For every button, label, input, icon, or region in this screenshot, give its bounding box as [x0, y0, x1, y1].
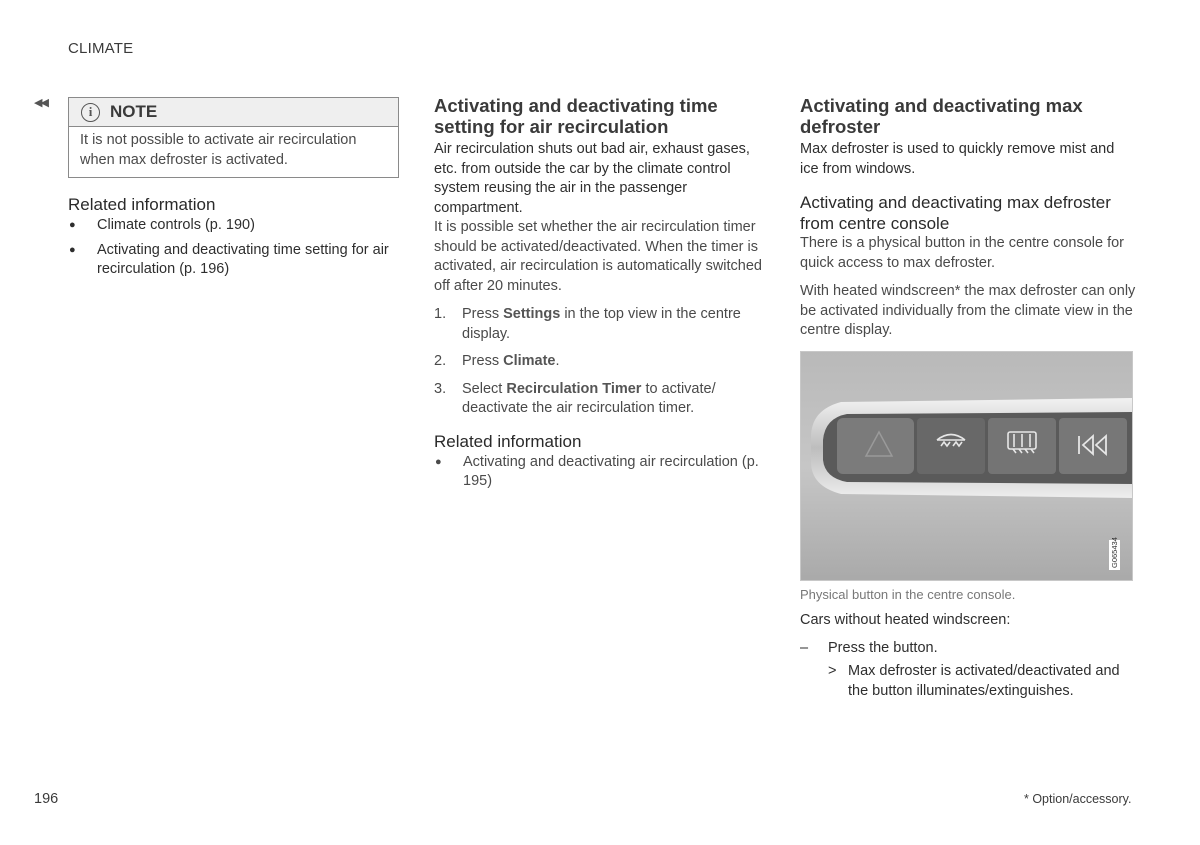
step-text [462, 305, 769, 344]
step-pre: Press [462, 306, 504, 322]
result-text: Max defroster is activated/deactivated and the button illuminates/extinguishes. [848, 663, 1120, 699]
related-info-title: Related information [68, 195, 216, 214]
paragraph: With heated windscreen* the max defroster can only be activated individually from the climate view in the centre display. [800, 283, 1136, 338]
footnote: * Option/accessory. [1024, 792, 1132, 806]
paragraph: There is a physical button in the centre console for quick access to max defroster. [800, 235, 1125, 271]
list-item[interactable] [68, 241, 398, 280]
paragraph: Max defroster is used to quickly remove mist and ice from windows. [800, 141, 1115, 177]
double-left-arrow-icon[interactable]: ◀◀ [34, 97, 47, 109]
action-item [800, 639, 938, 659]
related-link[interactable]: Climate controls (p. 190) [97, 217, 255, 233]
bullet-icon: ● [435, 455, 442, 468]
note-header [69, 98, 398, 127]
related-link[interactable]: Activating and deactivating time setting for air recirculation (p. 196) [97, 241, 389, 277]
paragraph: Cars without heated windscreen: [800, 612, 1011, 628]
ui-term: Recirculation Timer [506, 380, 642, 397]
bullet-icon: ● [69, 219, 76, 231]
note-box [68, 97, 399, 178]
console-illustration [801, 352, 1133, 581]
step-number: 2. [434, 353, 447, 369]
step-number: 3. [434, 380, 447, 397]
step-pre: Select [462, 380, 507, 397]
paragraph: It is possible set whether the air recirculation timer should be activated/deactivated. When the timer is activated, air recirculation is automatically switched off after 20 minutes. [434, 219, 762, 294]
list-item[interactable] [434, 453, 769, 492]
step-post: . [555, 353, 560, 369]
photo-code: G065434 [1110, 537, 1119, 568]
step-item [434, 352, 769, 372]
ui-term: Settings [503, 306, 561, 322]
steps-list [434, 305, 769, 419]
note-text: It is not possible to activate air recirculation when max defroster is activated. [80, 132, 357, 168]
step-text [462, 352, 560, 372]
step-text [462, 380, 769, 419]
note-label: NOTE [110, 102, 158, 121]
ui-term: Climate [503, 353, 556, 369]
page-number: 196 [34, 791, 59, 807]
col3 [800, 96, 1136, 341]
result-item [828, 662, 1128, 701]
related-info-title: Related information [434, 431, 582, 451]
photo-caption: Physical button in the centre console. [800, 587, 1016, 602]
action-text: Press the button. [828, 640, 938, 656]
result-marker: > [828, 663, 837, 679]
related-info-col1 [68, 195, 398, 280]
step-item [434, 305, 769, 344]
bullet-icon: ● [69, 243, 76, 256]
section-heading: Activating and deactivating time setting for air recirculation [434, 95, 718, 137]
console-button-photo [800, 351, 1133, 581]
related-link[interactable]: Activating and deactivating air recirculation (p. 195) [463, 453, 759, 489]
section-heading: Activating and deactivating max defroster [800, 95, 1083, 137]
section-title: CLIMATE [68, 40, 134, 57]
step-post: in the top view in the centre display. [462, 306, 741, 342]
step-post: to activate/ deactivate the air recirculation timer. [462, 380, 716, 416]
step-item [434, 380, 769, 419]
step-number: 1. [434, 306, 447, 322]
col2 [434, 96, 769, 492]
sub-heading: Activating and deactivating max defroster from centre console [800, 193, 1111, 233]
dash-marker: – [800, 640, 809, 656]
info-icon: i [81, 103, 100, 122]
paragraph: Air recirculation shuts out bad air, exhaust gases, etc. from outside the car by the climate control system reusing the air in the passenger compartment. [434, 141, 750, 216]
step-pre: Press [462, 353, 504, 369]
list-item[interactable] [68, 216, 398, 236]
